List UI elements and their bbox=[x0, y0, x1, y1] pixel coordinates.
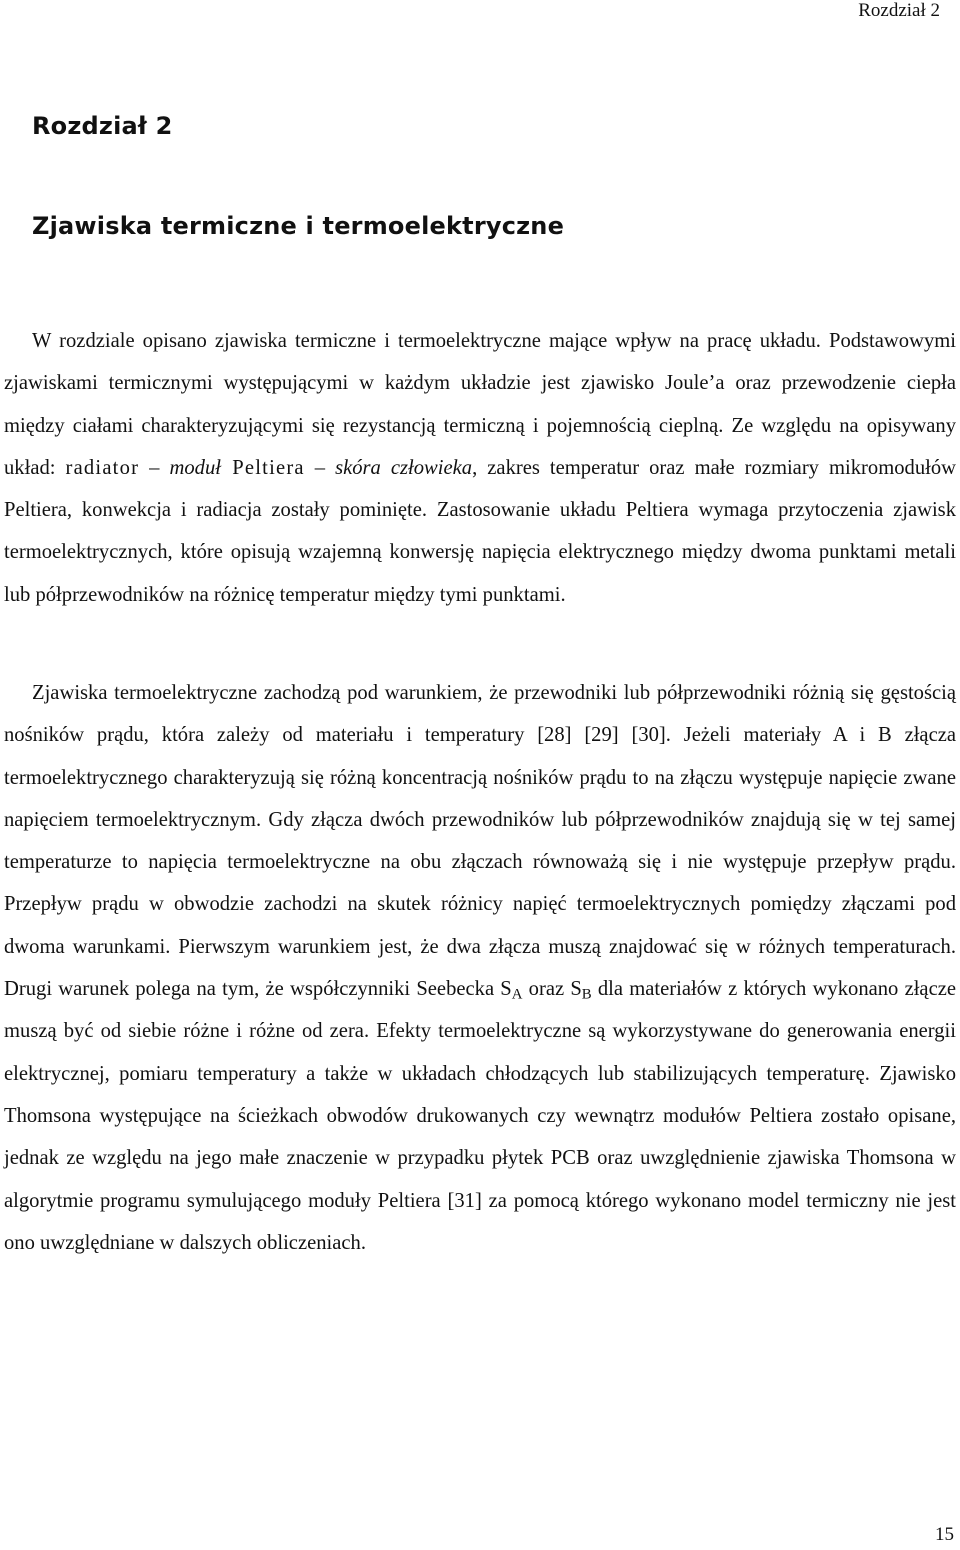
term-skora-czlowieka: skóra człowieka bbox=[335, 456, 473, 479]
dash: – bbox=[304, 456, 336, 479]
term-radiator: radiator bbox=[65, 456, 140, 479]
paragraph-thermoelectric-text-3: dla materiałów z których wykonano złącze muszą być od siebie różne i różne od zera. Efekty termoelektryczne są wykorzystywane do generowania energii elektrycznej, pomiaru temperatury a także w układach chłodzących lub stabilizujących temperaturę. Zjawisko Thomsona występujące na ścieżkach obwodów drukowanych czy wewnątrz modułów Peltiera zostało opisane, jednak ze względu na jego małe znaczenie w przypadku płytek PCB oraz uwzględnienie zjawiska Thomsona w algorytmie programu symulującego moduły Peltiera [31] za pomocą którego wykonano model termiczny nie jest ono uwzględniane w dalszych obliczeniach. bbox=[4, 978, 956, 1254]
chapter-title: Zjawiska termiczne i termoelektryczne bbox=[32, 212, 565, 240]
running-header: Rozdział 2 bbox=[858, 0, 940, 21]
paragraph-intro-text-2: , zakres temperatur oraz małe rozmiary mikromodułów Peltiera, konwekcja i radiacja zostały pominięte. Zastosowanie układu Peltiera wymaga przytoczenia zjawisk termoelektrycznych, które opisują wzajemną konwersję napięcia elektrycznego między dwoma punktami metali lub półprzewodników na różnicę temperatur między tymi punktami. bbox=[4, 456, 957, 606]
paragraph-intro bbox=[4, 320, 956, 616]
page-number: 15 bbox=[935, 1524, 954, 1545]
dash: – bbox=[139, 456, 170, 479]
term-peltiera: Peltiera bbox=[221, 456, 305, 479]
paragraph-thermoelectric-text-1: Zjawiska termoelektryczne zachodzą pod warunkiem, że przewodniki lub półprzewodniki różnią się gęstością nośników prądu, która zależy od materiału i temperatury [28] [29] [30]. Jeżeli materiały A i B złącza termoelektrycznego charakteryzują się różną koncentracją nośników prądu to na złączu występuje napięcie zwane napięciem termoelektrycznym. Gdy złącza dwóch przewodników lub półprzewodników znajdują się w tej samej temperaturze to napięcia termoelektryczne na obu złączach równoważą się i nie występuje przepływ prądu. Przepływ prądu w obwodzie zachodzi na skutek różnicy napięć termoelektrycznych pomiędzy złączami pod dwoma warunkami. Pierwszym warunkiem jest, że dwa złącza muszą znajdować się w różnych temperaturach. Drugi warunek polega na tym, że współczynniki Seebecka S bbox=[4, 682, 956, 1001]
paragraph-intro-text-1: W rozdziale opisano zjawiska termiczne i termoelektryczne mające wpływ na pracę układu. Podstawowymi zjawiskami termicznymi występującymi w każdym układzie jest zjawisko Joule’a oraz przewodzenie ciepła między ciałami charakteryzującymi się rezystancją termiczną i pojemnością cieplną. Ze względu na opisywany układ: bbox=[4, 330, 956, 479]
subscript-b: B bbox=[581, 986, 592, 1003]
subscript-a: A bbox=[511, 986, 523, 1003]
paragraph-thermoelectric-text-2: oraz S bbox=[522, 978, 582, 1001]
paragraph-thermoelectric bbox=[4, 672, 956, 1264]
term-modul: moduł bbox=[169, 456, 221, 479]
chapter-label: Rozdział 2 bbox=[32, 112, 173, 140]
